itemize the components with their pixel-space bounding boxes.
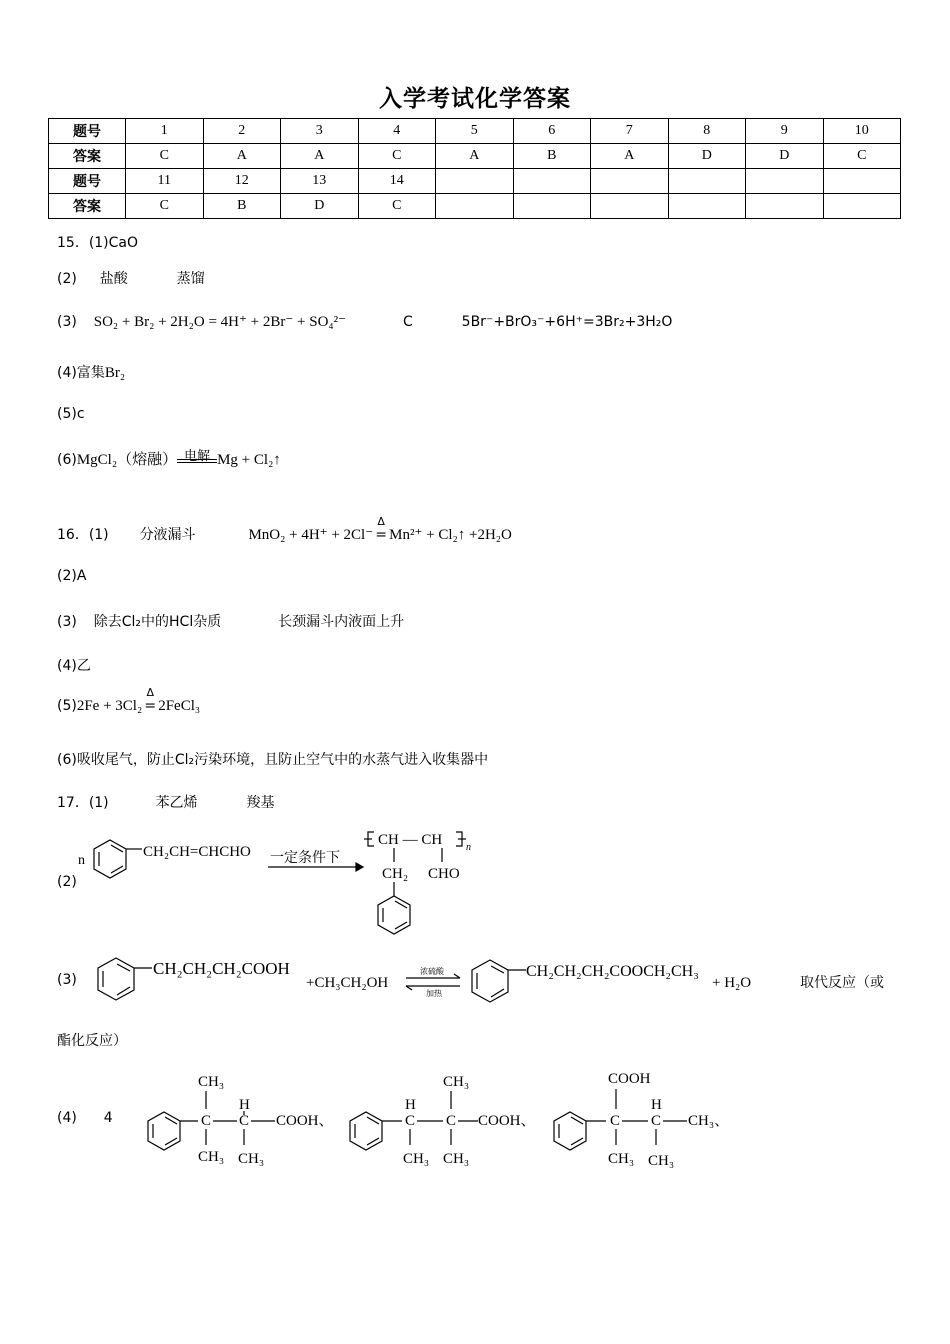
q17-3-plus: +CH₃CH₂OH xyxy=(306,975,389,991)
table-cell: D xyxy=(281,194,359,219)
s1-bottom2: CH₃ xyxy=(238,1151,265,1167)
table-cell: A xyxy=(281,144,359,169)
q17-1-a: 苯乙烯 xyxy=(155,795,198,811)
s2-bottom1: CH₃ xyxy=(403,1151,430,1167)
q16-5: (5)2Fe + 3Cl₂ Δ = 2FeCl₃ xyxy=(57,686,201,714)
q16-3-b: 长颈漏斗内液面上升 xyxy=(278,614,405,630)
table-cell: A xyxy=(203,144,281,169)
s3-bottom1: CH₃ xyxy=(608,1151,635,1167)
q15-4 xyxy=(57,362,125,382)
s3-h: H xyxy=(651,1097,662,1113)
table-cell xyxy=(591,194,669,219)
s2-bottom2: CH₃ xyxy=(443,1151,470,1167)
table-cell: 4 xyxy=(358,119,436,144)
q15-3-label: (3) xyxy=(57,314,77,330)
s3-end: CH₃、 xyxy=(688,1113,730,1129)
table-cell: 9 xyxy=(746,119,824,144)
q15-6-condition: 电解 xyxy=(184,449,211,464)
s3-bottom2: CH₃ xyxy=(648,1153,675,1169)
table-cell: B xyxy=(203,194,281,219)
q17-4-count: 4 xyxy=(103,1110,113,1126)
table-cell: 6 xyxy=(513,119,591,144)
table-cell: 8 xyxy=(668,119,746,144)
table-header-cell: 答案 xyxy=(49,144,126,169)
s3-top: COOH xyxy=(608,1071,651,1087)
q16-1-a: 分液漏斗 xyxy=(139,527,196,543)
s2-end: COOH、 xyxy=(478,1113,536,1129)
table-cell: 1 xyxy=(126,119,204,144)
s1-bottom1: CH₃ xyxy=(198,1149,225,1165)
table-cell: C xyxy=(823,144,901,169)
q17-2-cho: CHO xyxy=(428,866,460,882)
q17-3-label: (3) xyxy=(57,972,77,988)
q17-3-type: 取代反应（或 xyxy=(800,975,884,991)
q17-3-water: + H₂O xyxy=(712,975,752,991)
s1-end: COOH、 xyxy=(276,1113,334,1129)
q17-3-product: CH₂CH₂CH₂COOCH₂CH₃ xyxy=(526,963,699,980)
table-cell: B xyxy=(513,144,591,169)
q16-1: 16．(1) 分液漏斗 MnO₂ + 4H⁺ + 2Cl⁻ Δ = Mn²⁺ + Cl₂↑ +2H₂O xyxy=(57,515,512,543)
page-title: 入学考试化学答案 xyxy=(379,86,571,112)
table-cell: 10 xyxy=(823,119,901,144)
q17-1-b: 羧基 xyxy=(246,795,275,811)
answer-table xyxy=(48,118,901,219)
q17-2-reaction xyxy=(70,820,510,945)
table-cell xyxy=(668,169,746,194)
q16-4: (4)乙 xyxy=(57,658,91,674)
q16-2: (2)A xyxy=(57,568,87,584)
table-cell xyxy=(591,169,669,194)
s2-c1: C xyxy=(405,1113,416,1129)
s1-top: CH₃ xyxy=(198,1074,225,1090)
table-row xyxy=(49,119,901,144)
q15-3 xyxy=(57,312,672,331)
table-cell: 5 xyxy=(436,119,514,144)
q17-4-isomers xyxy=(140,1065,750,1175)
q17-3-reactant: CH₂CH₂CH₂COOH xyxy=(153,959,290,978)
s1-c2: C xyxy=(239,1113,250,1129)
q17-3-condition-bottom: 加热 xyxy=(426,989,442,998)
q17-4-label: (4) xyxy=(57,1110,77,1126)
table-cell: C xyxy=(358,194,436,219)
q15-4-label: (4)富集 xyxy=(57,365,105,381)
s3-c2: C xyxy=(651,1113,662,1129)
table-cell xyxy=(823,194,901,219)
table-cell: D xyxy=(668,144,746,169)
table-cell: 13 xyxy=(281,169,359,194)
s2-top: CH₃ xyxy=(443,1074,470,1090)
q15-2 xyxy=(57,268,205,288)
table-cell: 14 xyxy=(358,169,436,194)
q16-5-left: 2Fe + 3Cl₂ xyxy=(76,698,143,714)
table-row xyxy=(49,144,901,169)
q16-3-a: 除去Cl₂中的HCl杂质 xyxy=(93,614,222,630)
q17-2-label: (2) xyxy=(57,874,77,890)
q17-3-condition-top: 浓硫酸 xyxy=(420,967,444,976)
q15-1: 15．(1)CaO xyxy=(57,235,139,251)
s1-c1: C xyxy=(201,1113,212,1129)
q15-3-c: C xyxy=(402,314,413,330)
q16-1-condition: Δ xyxy=(377,515,385,528)
table-cell: 12 xyxy=(203,169,281,194)
table-cell xyxy=(436,169,514,194)
q16-1-label: 16．(1) xyxy=(57,527,109,543)
q15-5: (5)c xyxy=(57,406,85,422)
q16-5-condition: Δ xyxy=(146,686,154,699)
q15-4-br2: Br₂ xyxy=(104,365,126,381)
table-cell: C xyxy=(358,144,436,169)
q15-3-equation2: 5Br⁻+BrO₃⁻+6H⁺=3Br₂+3H₂O xyxy=(461,314,673,330)
q17-1 xyxy=(57,792,274,812)
table-cell: A xyxy=(436,144,514,169)
table-cell: 2 xyxy=(203,119,281,144)
q16-1-right: Mn²⁺ + Cl₂↑ +2H₂O xyxy=(389,527,512,543)
q15-3-equation: SO₂ + Br₂ + 2H₂O = 4H⁺ + 2Br⁻ + SO₄²⁻ xyxy=(93,314,347,330)
table-header-cell: 答案 xyxy=(49,194,126,219)
q16-3-label: (3) xyxy=(57,614,77,630)
table-row xyxy=(49,194,901,219)
table-cell xyxy=(513,169,591,194)
table-cell xyxy=(668,194,746,219)
q17-2-subscript: n xyxy=(466,842,471,853)
q17-4 xyxy=(57,1110,113,1126)
table-cell xyxy=(513,194,591,219)
q15-2-a: 盐酸 xyxy=(99,271,128,287)
table-cell: 11 xyxy=(126,169,204,194)
table-cell xyxy=(746,169,824,194)
table-cell: A xyxy=(591,144,669,169)
table-cell: C xyxy=(126,194,204,219)
q15-2-b: 蒸馏 xyxy=(176,271,205,287)
q16-5-label: (5) xyxy=(57,698,77,714)
table-header-cell: 题号 xyxy=(49,119,126,144)
q15-6-label: (6) xyxy=(57,452,77,468)
q17-2-ch2: CH₂ xyxy=(382,866,409,882)
table-cell xyxy=(823,169,901,194)
q16-5-right: 2FeCl₃ xyxy=(158,698,201,714)
table-cell: 7 xyxy=(591,119,669,144)
s1-h: H xyxy=(239,1097,250,1113)
q17-2-condition: 一定条件下 xyxy=(270,851,340,866)
q15-2-label: (2) xyxy=(57,271,77,287)
q17-3-type-cont: 酯化反应） xyxy=(57,1033,127,1049)
q17-2-reactant: CH₂CH=CHCHO xyxy=(143,844,251,860)
table-row xyxy=(49,169,901,194)
q17-2-chain: CH — CH xyxy=(378,832,443,848)
table-cell: C xyxy=(126,144,204,169)
s2-c2: C xyxy=(446,1113,457,1129)
s2-h: H xyxy=(405,1097,416,1113)
table-cell: 3 xyxy=(281,119,359,144)
table-cell xyxy=(746,194,824,219)
q15-6 xyxy=(57,448,281,469)
table-header-cell: 题号 xyxy=(49,169,126,194)
table-cell: D xyxy=(746,144,824,169)
q15-6-right: Mg + Cl₂↑ xyxy=(217,452,281,468)
q16-1-left: MnO₂ + 4H⁺ + 2Cl⁻ xyxy=(248,527,374,543)
q16-3 xyxy=(57,611,404,631)
q17-3-reaction xyxy=(90,950,770,1010)
q16-6: (6)吸收尾气，防止Cl₂污染环境，且防止空气中的水蒸气进入收集器中 xyxy=(57,752,489,768)
table-cell xyxy=(436,194,514,219)
s3-c1: C xyxy=(610,1113,621,1129)
q15-6-left: MgCl₂（熔融） xyxy=(76,452,178,468)
q17-1-label: 17．(1) xyxy=(57,795,109,811)
q17-2-n: n xyxy=(78,853,85,868)
